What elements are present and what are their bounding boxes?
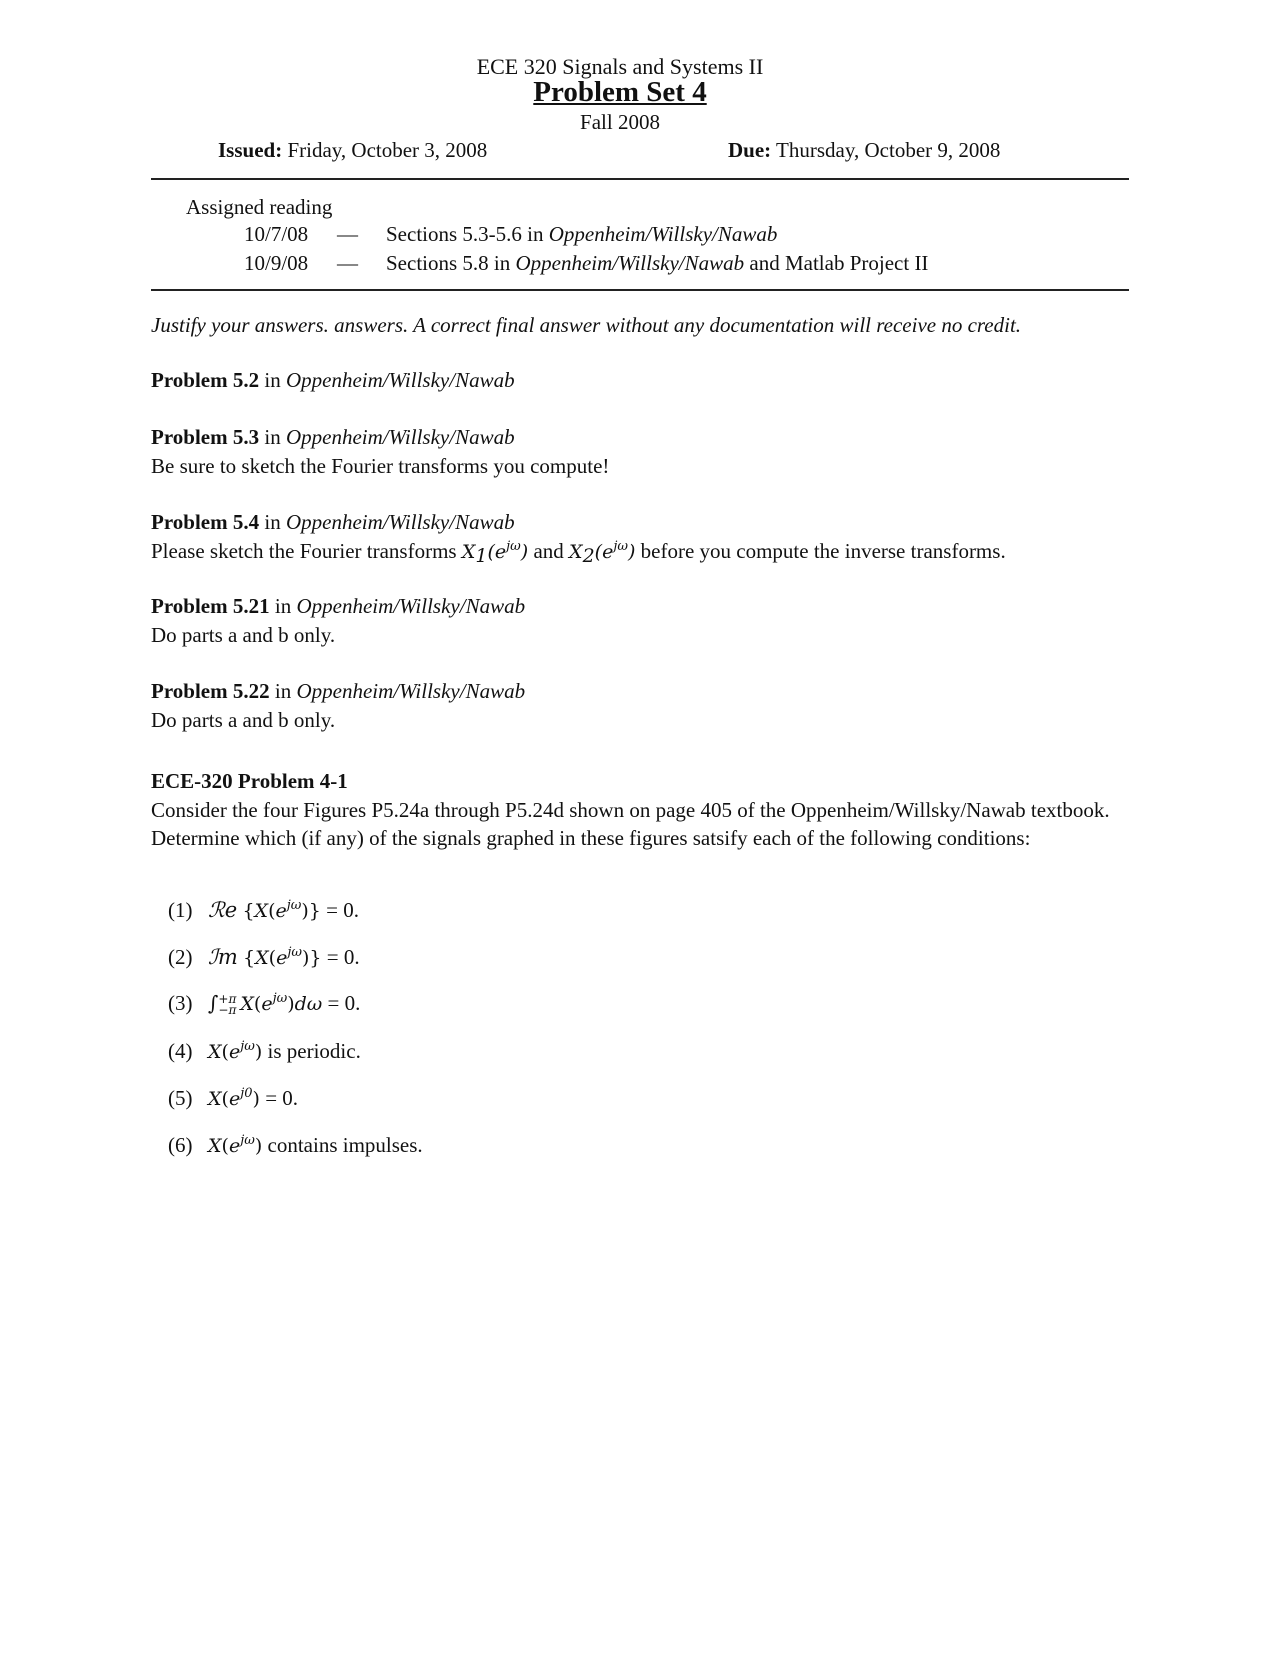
issued-value: Friday, October 3, 2008 xyxy=(287,138,488,162)
condition-item: (4) $X(e^{j\omega})$ is periodic. xyxy=(168,1039,361,1063)
reading-text xyxy=(386,251,928,276)
x2-expression: $X_2(e^{j\omega})$ xyxy=(569,539,636,567)
top-divider xyxy=(151,178,1129,180)
condition-item: (2) ℐm $\{X(e^{j\omega})\} = 0$. xyxy=(168,945,360,969)
book-name: Oppenheim/Willsky/Nawab xyxy=(296,679,526,703)
page-title: Problem Set 4 xyxy=(533,76,707,108)
condition-math: ℐm xyxy=(208,945,238,969)
problem-label: Problem 5.22 xyxy=(151,679,270,703)
reading-text xyxy=(386,222,777,247)
problem-label: Problem 5.4 xyxy=(151,510,260,534)
in-word: in xyxy=(259,425,286,449)
condition-number: (6) xyxy=(168,1133,193,1157)
problem-label: Problem 5.21 xyxy=(151,594,270,618)
condition-item: (5) $X(e^{j0}) = 0$. xyxy=(168,1086,299,1110)
reading-extra: and Matlab Project II xyxy=(744,251,929,275)
book-name: Oppenheim/Willsky/Nawab xyxy=(296,594,526,618)
condition-tail: contains impulses. xyxy=(262,1133,423,1157)
problem-note: Do parts a and b only. xyxy=(151,623,336,647)
condition-number: (5) xyxy=(168,1086,193,1110)
issued-date xyxy=(218,138,487,163)
integral-limits: +π −π xyxy=(218,992,237,1018)
condition-tail: is periodic. xyxy=(262,1039,361,1063)
problem-note: Be sure to sketch the Fourier transforms you compute! xyxy=(151,454,610,478)
problem-note xyxy=(151,537,1131,567)
note-text: before you compute the inverse transforms. xyxy=(635,539,1006,563)
reading-date: 10/7/08 xyxy=(244,222,309,246)
due-label: Due: xyxy=(728,138,772,162)
reading-date: 10/9/08 xyxy=(244,251,309,275)
in-word: in xyxy=(269,679,297,703)
problem-5-3 xyxy=(151,423,1131,481)
condition-tail: = 0. xyxy=(259,1086,299,1110)
issued-label: Issued: xyxy=(218,138,283,162)
problem-5-4 xyxy=(151,508,1131,567)
problem-text: Consider the four Figures P5.24a through P5.24d shown on page 405 of the Oppenheim/Willsky/Nawab textbook. Determine which (if any) of the signals graphed in these figures satsify each of the following conditions: xyxy=(151,797,1110,850)
problem-note: Do parts a and b only. xyxy=(151,708,336,732)
condition-tail: = 0. xyxy=(322,991,361,1015)
x1-expression: $X_1(e^{j\omega})$ xyxy=(461,539,529,567)
bottom-divider xyxy=(151,289,1129,291)
condition-math: X xyxy=(208,1088,222,1110)
problem-5-22 xyxy=(151,677,1131,735)
integral-sign: ∫ xyxy=(208,991,219,1015)
book-name: Oppenheim/Willsky/Nawab xyxy=(285,368,515,392)
problem-label: Problem 5.2 xyxy=(151,368,260,392)
condition-math: ℛe xyxy=(208,898,238,922)
reading-dash: — xyxy=(337,222,358,246)
problem-4-1 xyxy=(151,767,1131,853)
problem-label: Problem 5.3 xyxy=(151,425,260,449)
due-value: Thursday, October 9, 2008 xyxy=(776,138,1001,162)
note-text: Please sketch the Fourier transforms xyxy=(151,539,462,563)
condition-number: (3) xyxy=(168,991,193,1015)
book-name: Oppenheim/Willsky/Nawab xyxy=(285,510,515,534)
book-name: Oppenheim/Willsky/Nawab xyxy=(285,425,515,449)
condition-tail: = 0. xyxy=(320,898,359,922)
condition-math: X xyxy=(208,1135,222,1157)
due-date xyxy=(728,138,1000,163)
term-label: Fall 2008 xyxy=(580,110,660,134)
reading-book: Oppenheim/Willsky/Nawab xyxy=(548,222,778,246)
condition-math: X xyxy=(240,993,254,1015)
problem-5-21 xyxy=(151,592,1131,650)
in-word: in xyxy=(259,368,286,392)
problem-5-2 xyxy=(151,366,1131,395)
course-title: ECE 320 Signals and Systems II xyxy=(476,54,764,79)
in-word: in xyxy=(269,594,297,618)
condition-item: (1) ℛe $\{X(e^{j\omega})\} = 0$. xyxy=(168,898,359,922)
reading-dash: — xyxy=(337,251,358,275)
problem-heading: ECE-320 Problem 4-1 xyxy=(151,769,348,793)
condition-number: (2) xyxy=(168,945,193,969)
condition-item: (3) ∫+π −π $X(e^{j\omega})d\omega = 0$. xyxy=(168,991,361,1018)
condition-number: (1) xyxy=(168,898,193,922)
reading-book: Oppenheim/Willsky/Nawab xyxy=(515,251,745,275)
instructions: Justify your answers. answers. A correct final answer without any documentation will receive no credit. xyxy=(151,313,1022,337)
in-word: in xyxy=(259,510,286,534)
reading-sections: Sections 5.8 in xyxy=(386,251,516,275)
reading-sections: Sections 5.3-5.6 in xyxy=(386,222,549,246)
condition-item: (6) $X(e^{j\omega})$ contains impulses. xyxy=(168,1133,423,1157)
note-text: and xyxy=(528,539,570,563)
reading-heading: Assigned reading xyxy=(186,195,333,219)
condition-math: X xyxy=(208,1041,222,1063)
condition-number: (4) xyxy=(168,1039,193,1063)
condition-tail: = 0. xyxy=(321,945,360,969)
